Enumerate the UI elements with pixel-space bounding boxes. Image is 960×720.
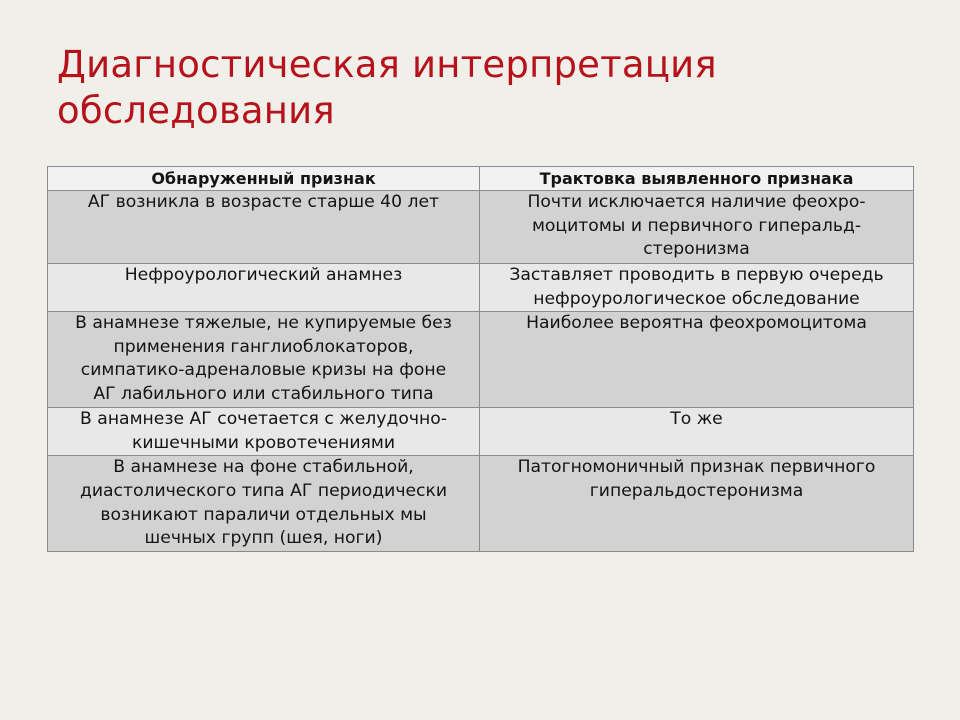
interpretation-cell [480,264,914,312]
table-row [48,312,914,408]
title-line: Диагностическая интерпретация [57,43,717,86]
cell-line: Почти исключается наличие феохро- [527,192,866,212]
table-row [48,456,914,552]
cell-line: моцитомы и первичного гиперальд- [531,215,862,236]
cell-line: применения ганглиоблокаторов, [113,336,414,357]
cell-line: То же [670,409,723,430]
finding-cell [48,456,480,552]
cell-line: гиперальдостеронизма [589,480,804,501]
cell-line: Заставляет проводить в первую очередь [509,265,884,285]
cell-line: Наиболее вероятна феохромоцитома [526,313,867,334]
table-row [48,408,914,456]
finding-cell [48,312,480,408]
cell-line: В анамнезе на фоне стабильной, [113,457,414,478]
header-row [48,167,914,191]
interpretation-cell [480,191,914,264]
cell-line: Нефроурологический анамнез [124,265,403,285]
cell-line: кишечными кровотечениями [131,432,396,453]
column-header-finding: Обнаруженный признак [48,167,480,191]
cell-line: В анамнезе АГ сочетается с желудочно- [80,409,447,430]
cell-line: возникают параличи отдельных мы [100,504,427,525]
cell-line: АГ лабильного или стабильного типа [93,383,434,404]
slide-title [57,42,917,134]
cell-line: В анамнезе тяжелые, не купируемые без [75,313,452,334]
interpretation-cell [480,456,914,552]
finding-cell [48,264,480,312]
cell-line: АГ возникла в возрасте старше 40 лет [87,192,440,212]
cell-line: нефроурологическое обследование [533,288,860,309]
cell-line: диастолического типа АГ периодически [79,480,448,501]
interpretation-cell [480,312,914,408]
cell-line: стеронизма [643,239,750,260]
findings-table [47,166,914,552]
finding-cell [48,191,480,264]
interpretation-cell [480,408,914,456]
cell-line: Патогномоничный признак первичного [517,457,876,478]
finding-cell [48,408,480,456]
cell-line: симпатико-адреналовые кризы на фоне [80,360,447,381]
table-row [48,191,914,264]
title-line: обследования [57,89,335,132]
table-row [48,264,914,312]
cell-line: шечных групп (шея, ноги) [144,528,383,549]
column-header-interpretation: Трактовка выявленного признака [480,167,914,191]
